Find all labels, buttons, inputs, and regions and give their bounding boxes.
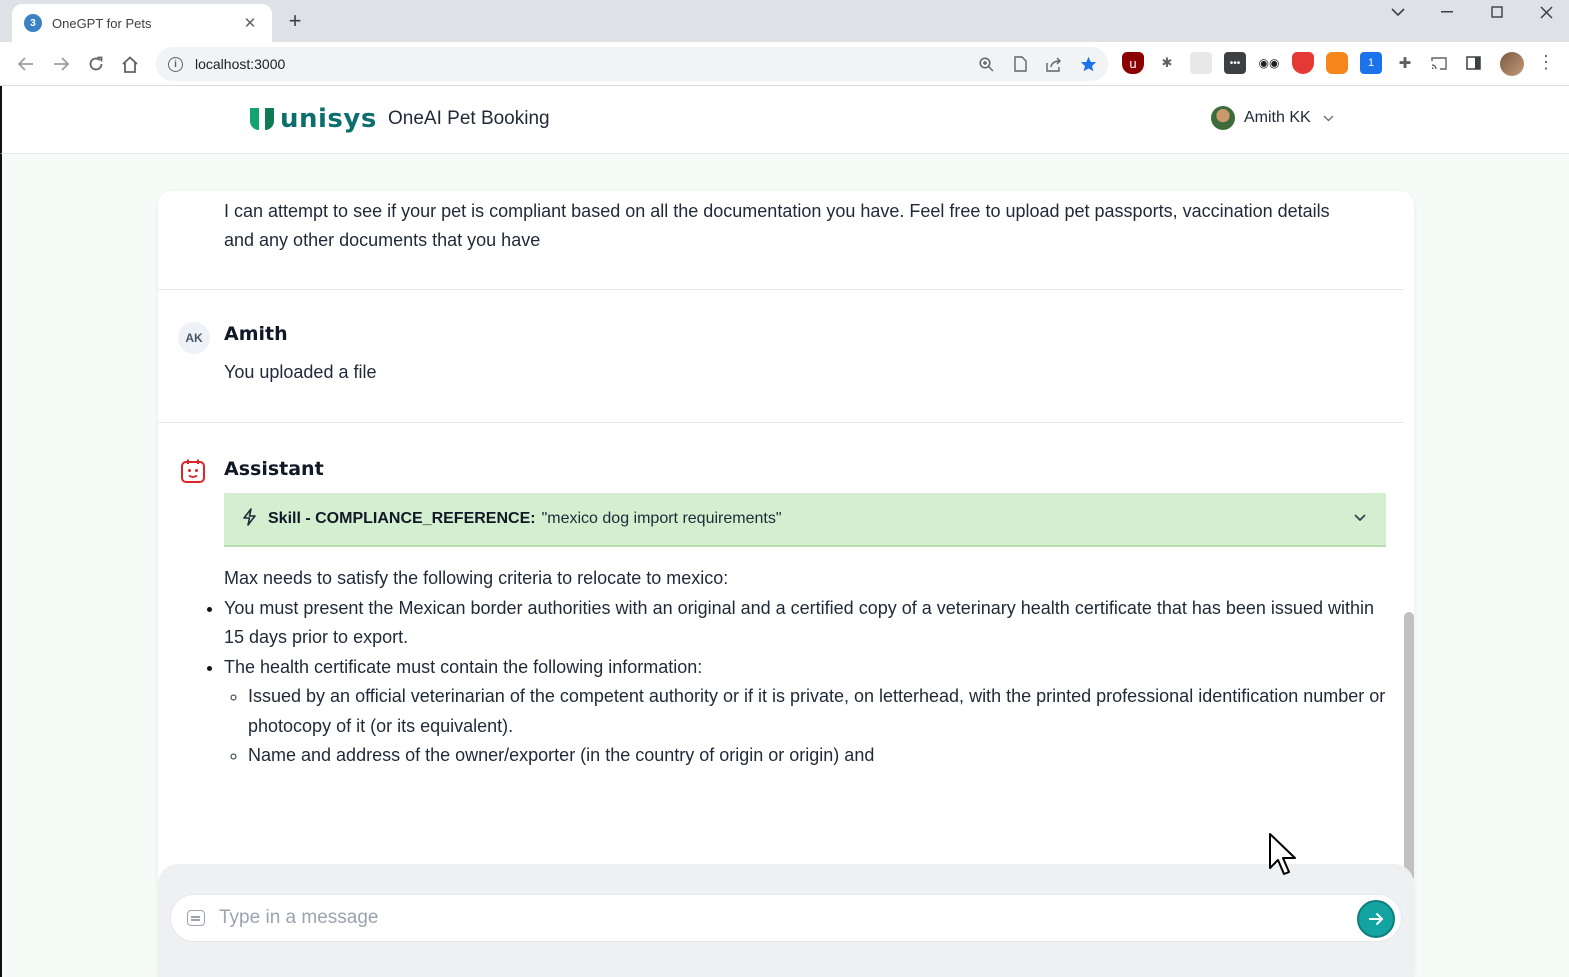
page-icon[interactable] [1010,54,1030,74]
document-extension-icon[interactable] [1190,52,1212,74]
cast-icon[interactable] [1428,52,1450,74]
arrow-right-icon [1368,912,1384,926]
side-panel-icon[interactable] [1462,52,1484,74]
list-item [248,741,1394,771]
list-item-text: The health certificate must contain the following information: [224,656,703,677]
sub-criteria-list [248,682,1394,771]
criteria-list [224,594,1394,771]
logo-text: unisys [280,104,377,134]
list-item-text: Issued by an official veterinarian of the competent authority or if it is private, on letterhead, with the printed professional identification number or photocopy of it (or its equivalent). [248,686,1386,736]
mouse-cursor-icon [1268,832,1298,878]
site-info-icon[interactable]: i [168,57,183,72]
bookmark-star-icon[interactable] [1078,54,1098,74]
bug-extension-icon[interactable]: ✱ [1161,55,1173,70]
forward-arrow-icon[interactable] [47,50,75,78]
composer-area [158,864,1414,977]
maximize-icon[interactable] [1477,0,1517,24]
message-user [158,290,1404,423]
message-composer [170,894,1402,942]
message-input[interactable] [219,907,1339,929]
unisys-logo[interactable] [250,104,377,134]
lightning-icon [242,508,260,531]
list-item [248,682,1394,741]
browser-profile-avatar[interactable] [1500,52,1524,76]
list-item [224,594,1394,653]
message-text: I can attempt to see if your pet is compliant based on all the documentation you have. Feel free to upload pet passports, vaccination details and any other documents that you have [224,201,1330,250]
app-title: OneAI Pet Booking [388,108,550,129]
message-text: You uploaded a file [224,362,377,382]
user-menu[interactable] [1211,106,1334,130]
glasses-extension-icon[interactable]: ◉◉ [1258,56,1280,70]
dots-extension-icon[interactable]: ••• [1224,52,1246,74]
browser-toolbar [0,42,1569,86]
answer-intro: Max needs to satisfy the following criteria to relocate to mexico: [224,568,729,588]
assistant-answer [224,564,1394,771]
badge-extension-icon[interactable]: 1 [1360,52,1382,74]
send-button[interactable] [1357,900,1395,938]
browser-menu-icon[interactable]: ⋮ [1537,52,1555,72]
logo-mark-icon [250,108,274,130]
calendar-bot-icon [180,458,206,484]
share-icon[interactable] [1044,54,1064,74]
puzzle-extensions-icon[interactable]: ✚ [1398,55,1412,72]
list-item [224,653,1394,771]
app-header [0,86,1569,154]
url-text: localhost:3000 [195,56,286,72]
home-icon[interactable] [116,50,144,78]
tab-title: OneGPT for Pets [52,15,152,31]
minimize-icon[interactable] [1427,0,1467,24]
back-arrow-icon[interactable] [12,50,40,78]
shield-extension-icon[interactable] [1292,52,1314,74]
message-sender: Amith [224,323,288,345]
fox-extension-icon[interactable] [1326,52,1348,74]
reload-icon[interactable] [82,50,110,78]
skill-query: "mexico dog import requirements" [541,510,782,527]
chat-panel [158,191,1414,977]
ublock-extension-icon[interactable]: u [1122,52,1144,74]
tab-favicon-icon: 3 [24,14,42,32]
close-window-icon[interactable] [1526,0,1566,24]
chat-scrollbar[interactable] [1404,612,1414,882]
chevron-down-icon [1323,111,1334,125]
user-avatar [1211,106,1235,130]
new-tab-button[interactable]: + [288,8,302,33]
chevron-down-icon[interactable] [1354,509,1366,527]
user-initials-avatar: AK [178,322,210,354]
tab-close-icon[interactable]: ✕ [243,15,257,32]
skill-label: Skill - COMPLIANCE_REFERENCE: [268,510,536,527]
skill-reference-accordion[interactable] [224,493,1386,547]
zoom-icon[interactable] [976,54,996,74]
tab-search-chevron-icon[interactable] [1378,0,1418,24]
chat-bubble-icon [187,910,205,926]
address-bar[interactable] [156,47,1108,81]
list-item-text: Name and address of the owner/exporter (in the country of origin or origin) and [248,745,875,765]
browser-tab[interactable] [12,4,272,42]
browser-tabstrip [0,0,1569,42]
list-item-text: You must present the Mexican border authorities with an original and a certified copy of a veterinary health certificate that has been issued within 15 days prior to export. [224,597,1374,647]
message-sender: Assistant [224,458,324,480]
message-assistant-intro [158,197,1404,255]
user-name: Amith KK [1244,109,1311,126]
